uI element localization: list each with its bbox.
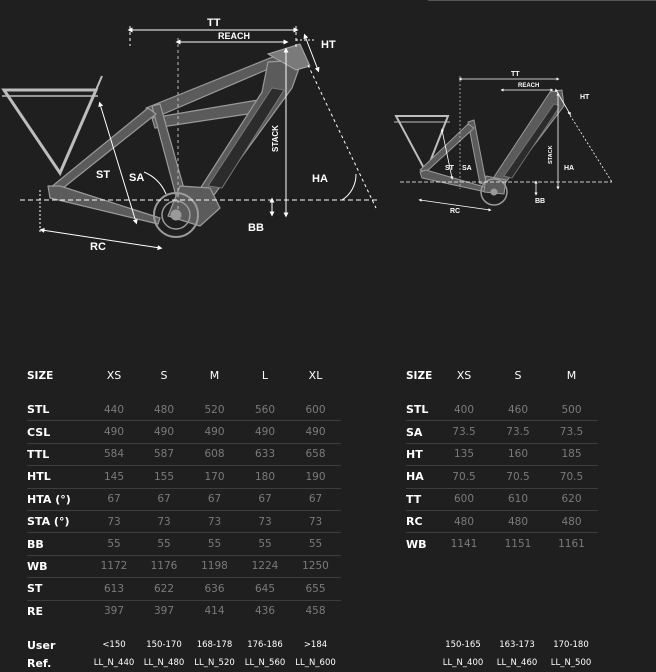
table-cell: 600 (453, 493, 475, 506)
label-rc: RC (90, 241, 106, 253)
table-cell: 155 (153, 470, 175, 483)
row-label: SA (406, 425, 423, 439)
table-cell: 440 (103, 403, 125, 416)
label-ht-small: HT (580, 94, 590, 101)
table-cell: 500 (561, 403, 582, 416)
table-cell: 1151 (504, 538, 532, 551)
size-header-label: SIZE (406, 369, 433, 382)
table-cell: 1198 (201, 560, 228, 573)
table-cell: 636 (204, 582, 225, 595)
table-cell: 436 (254, 605, 276, 618)
table-cell: 145 (103, 470, 125, 483)
row-label: WB (406, 537, 427, 551)
table-row (27, 578, 341, 600)
table-cell: 190 (305, 470, 326, 483)
table-row (27, 399, 341, 421)
row-label: STA (°) (27, 515, 70, 529)
label-tt-small: TT (511, 71, 520, 78)
user-label: User (27, 638, 56, 652)
table-cell: 170 (204, 470, 225, 483)
table-cell: 490 (254, 426, 276, 439)
table-cell: 645 (254, 582, 276, 595)
table-cell: 185 (561, 448, 582, 461)
table-row (406, 466, 598, 488)
label-ht: HT (321, 39, 336, 51)
size-column-header: S (514, 369, 522, 382)
label-rc-small: RC (450, 208, 461, 215)
table-cell: 67 (308, 493, 323, 506)
user-row (436, 636, 598, 654)
table-cell: 610 (507, 493, 529, 506)
table-cell: 587 (153, 448, 175, 461)
table-cell: 67 (207, 493, 222, 506)
label-bb: BB (248, 222, 264, 234)
row-label: RC (406, 515, 423, 529)
table-cell: 400 (453, 403, 475, 416)
table-cell: 490 (103, 426, 125, 439)
table-cell: 633 (254, 448, 276, 461)
table-cell: 613 (103, 582, 125, 595)
user-range: 168-178 (196, 640, 233, 650)
user-row (27, 636, 341, 654)
table-cell: 608 (204, 448, 225, 461)
table-cell: 1224 (251, 560, 279, 573)
table-cell: 1176 (150, 560, 178, 573)
table-cell: 1161 (558, 538, 585, 551)
label-reach: REACH (218, 31, 251, 41)
table-cell: 73.5 (452, 426, 476, 439)
table-row (27, 488, 341, 510)
table-cell: 520 (204, 403, 225, 416)
table-cell: 458 (305, 605, 326, 618)
table-row (27, 555, 341, 577)
table-cell: 655 (305, 582, 326, 595)
row-label: TT (406, 492, 422, 506)
table-row (27, 510, 341, 532)
user-ref-table-right (436, 636, 598, 672)
table-row (406, 399, 598, 421)
table-cell: 480 (507, 515, 529, 528)
table-cell: 135 (453, 448, 475, 461)
row-label: CSL (27, 425, 51, 439)
ref-code: LL_N_400 (442, 658, 484, 668)
table-cell: 55 (157, 538, 171, 551)
table-cell: 460 (507, 403, 529, 416)
table-cell: 73 (107, 515, 121, 528)
table-cell: 622 (153, 582, 175, 595)
table-cell: 620 (561, 493, 582, 506)
user-ref-table-left (27, 636, 341, 672)
table-cell: 67 (157, 493, 171, 506)
user-range: >184 (303, 640, 328, 650)
size-column-header: M (566, 369, 577, 382)
user-range: 150-170 (146, 640, 182, 650)
table-cell: 160 (507, 448, 529, 461)
geometry-table-right (406, 362, 598, 555)
ref-code: LL_N_520 (194, 658, 235, 668)
table-row (406, 488, 598, 510)
table-row (406, 443, 598, 465)
table-row (27, 600, 341, 622)
row-label: ST (27, 582, 43, 596)
table-cell: 73.5 (506, 426, 530, 439)
ref-row (436, 654, 598, 672)
ref-code: LL_N_460 (496, 658, 538, 668)
label-tt: TT (207, 17, 221, 29)
rear-rack-small (394, 116, 450, 172)
label-ha: HA (312, 173, 328, 185)
label-reach-small: REACH (518, 83, 540, 89)
row-label: TTL (27, 447, 50, 461)
label-bb-small: BB (535, 198, 546, 205)
frame-geometry-diagram-small (390, 64, 620, 224)
table-cell: 414 (204, 605, 225, 618)
table-row (406, 533, 598, 555)
table-cell: 1250 (302, 560, 329, 573)
table-row (27, 443, 341, 465)
label-st-small: ST (445, 165, 454, 172)
ref-label: Ref. (27, 656, 52, 670)
table-cell: 73 (258, 515, 272, 528)
user-range: 170-180 (553, 640, 589, 650)
ref-code: LL_N_480 (143, 658, 185, 668)
table-cell: 490 (153, 426, 175, 439)
label-sa: SA (129, 172, 145, 184)
ref-row (27, 654, 341, 672)
row-label: HTA (°) (27, 492, 71, 506)
row-label: BB (27, 537, 44, 551)
down-tube-battery-small (504, 104, 560, 178)
row-label: STL (406, 403, 429, 417)
row-label: RE (27, 604, 43, 618)
table-cell: 1141 (450, 538, 478, 551)
table-cell: 490 (305, 426, 326, 439)
label-sa-small: SA (462, 165, 472, 172)
table-cell: 70.5 (452, 470, 476, 483)
row-label: HT (406, 447, 423, 461)
ref-code: LL_N_440 (93, 658, 135, 668)
top-divider (428, 0, 656, 1)
table-row (406, 510, 598, 532)
table-cell: 55 (107, 538, 121, 551)
table-cell: 55 (207, 538, 222, 551)
table-cell: 1172 (100, 560, 128, 573)
user-range: <150 (102, 640, 126, 650)
table-cell: 480 (561, 515, 582, 528)
size-column-header: XL (308, 369, 323, 382)
table-cell: 67 (107, 493, 121, 506)
label-stack: STACK (271, 125, 280, 152)
table-cell: 397 (103, 605, 125, 618)
size-column-header: S (160, 369, 168, 382)
ref-code: LL_N_500 (550, 658, 592, 668)
size-column-header: L (261, 369, 269, 382)
ref-code: LL_N_560 (244, 658, 286, 668)
row-label: HTL (27, 470, 51, 484)
label-stack-small: STACK (548, 145, 554, 164)
table-cell: 55 (258, 538, 272, 551)
table-cell: 73 (308, 515, 323, 528)
table-cell: 180 (254, 470, 276, 483)
table-cell: 73 (207, 515, 222, 528)
label-ha-small: HA (564, 165, 575, 172)
user-range: 150-165 (445, 640, 481, 650)
table-cell: 55 (308, 538, 323, 551)
size-column-header: XS (456, 369, 472, 382)
table-cell: 397 (153, 605, 175, 618)
table-row (406, 421, 598, 443)
table-cell: 70.5 (506, 470, 530, 483)
row-label: WB (27, 559, 48, 573)
table-row (27, 421, 341, 443)
table-cell: 70.5 (559, 470, 584, 483)
row-label: HA (406, 470, 424, 484)
table-cell: 560 (254, 403, 276, 416)
frame-geometry-diagram-large (0, 10, 390, 270)
label-st: ST (96, 169, 111, 181)
row-label: STL (27, 403, 50, 417)
table-cell: 584 (103, 448, 125, 461)
table-cell: 480 (153, 403, 175, 416)
table-cell: 480 (453, 515, 475, 528)
table-row (27, 533, 341, 555)
table-cell: 600 (305, 403, 326, 416)
size-column-header: M (209, 369, 220, 382)
ref-code: LL_N_600 (295, 658, 336, 668)
size-header-label: SIZE (27, 369, 54, 382)
table-cell: 658 (305, 448, 326, 461)
user-range: 163-173 (499, 640, 535, 650)
table-row (27, 466, 341, 488)
user-range: 176-186 (247, 640, 283, 650)
table-cell: 490 (204, 426, 225, 439)
table-cell: 73.5 (559, 426, 584, 439)
size-column-header: XS (106, 369, 122, 382)
table-cell: 67 (258, 493, 272, 506)
geometry-table-left (27, 362, 341, 622)
table-cell: 73 (157, 515, 171, 528)
